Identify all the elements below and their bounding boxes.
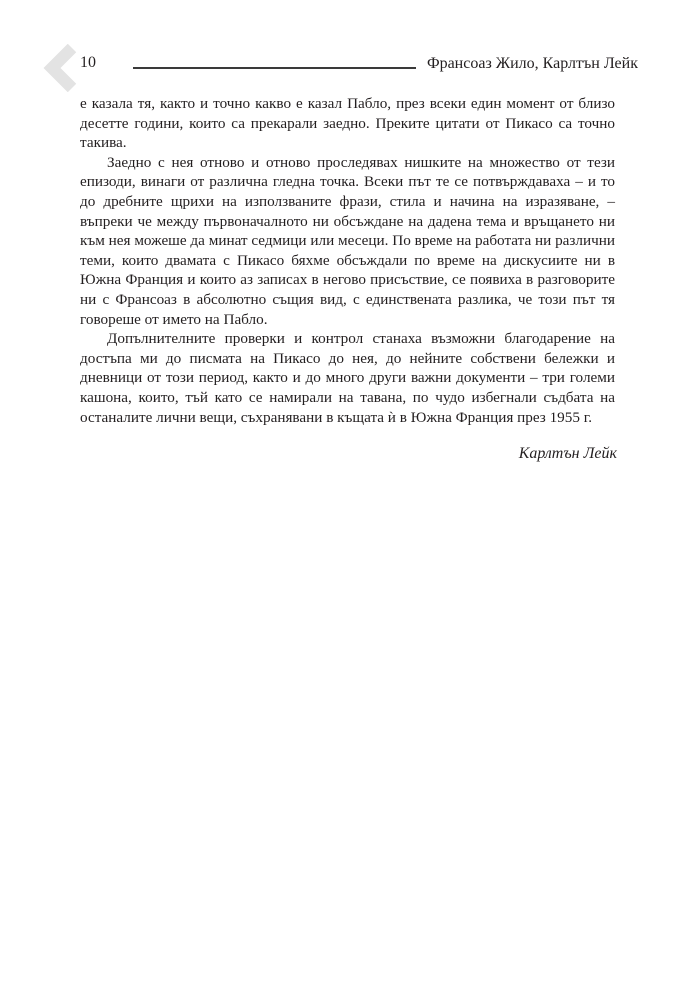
header-rule xyxy=(133,67,416,69)
running-head: Франсоаз Жило, Карлтън Лейк xyxy=(426,55,638,72)
paragraph-1: е казала тя, както и точно какво е казал Пабло, през всеки един момент от близо десетте години, които са прекарали заедно. Преките цитати от Пикасо са точно такива. xyxy=(80,95,615,152)
body-text xyxy=(80,94,615,427)
page-number: 10 xyxy=(80,54,96,71)
paragraph-3: Допълнителните проверки и контрол станаха възможни благодарение на достъпа ми до писмата на Пикасо до нея, до нейните собствени бележки и дневници от този период, както и до много други важни документи – три големи кашона, които, тъй като се намирали на тавана, по чудо избегнали съдбата на останалите лични вещи, съхранявани в къщата ѝ в Южна Франция през 1955 г. xyxy=(80,330,615,426)
paragraph-2: Заедно с нея отново и отново проследявах нишките на множество от тези епизоди, винаги от различна гледна точка. Всеки път те се потвърждаваха – и то до дребните щрихи на използваните фрази, стила и начина на изразяване, – въпреки че между първоначалното ни обсъждане на дадена тема и връщането ни към нея можеше да минат седмици или месеци. По време на работата ни различни теми, които двамата с Пикасо бяхме обсъждали по време на дискусиите ни в Южна Франция и които аз записах в негово присъствие, се появиха в разговорите ни с Франсоаз в абсолютно същия вид, с единствената разлика, че този път тя говореше от името на Пабло. xyxy=(80,153,615,328)
author-signature: Карлтън Лейк xyxy=(518,445,617,462)
